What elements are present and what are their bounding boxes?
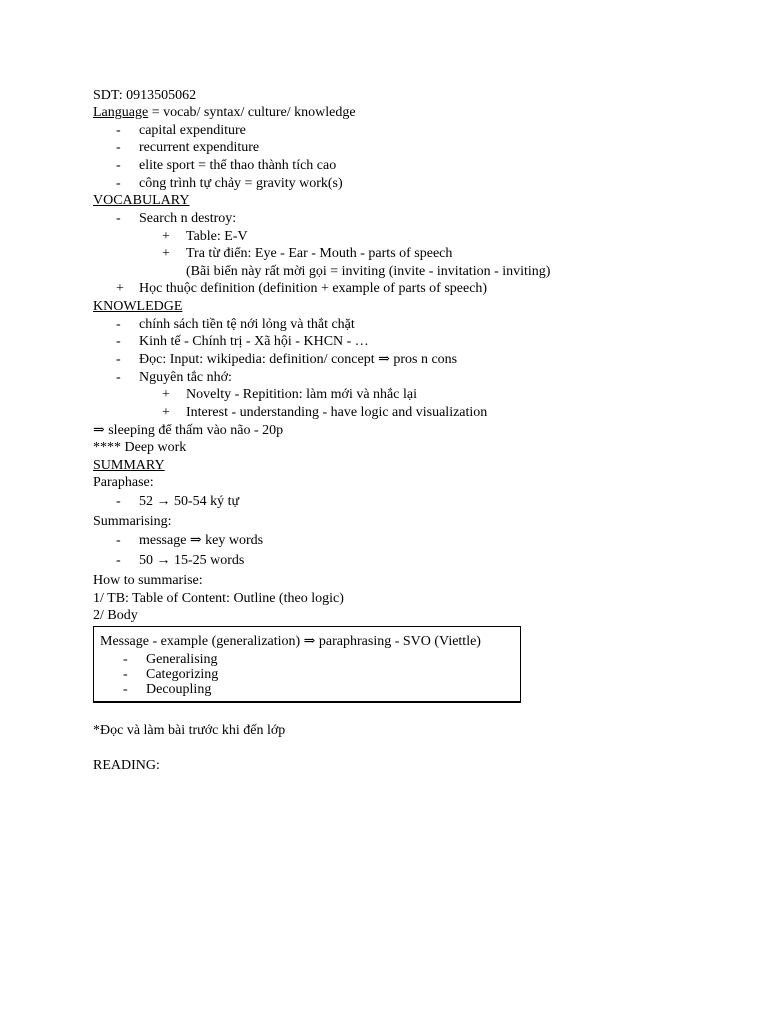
bullet-dash: - <box>116 352 121 367</box>
list-item: recurrent expenditure <box>139 140 260 155</box>
list-item: Table: E-V <box>186 229 248 244</box>
bullet-dash: - <box>123 652 128 667</box>
knowledge-heading: KNOWLEDGE <box>93 299 183 314</box>
body-line: 2/ Body <box>93 608 138 623</box>
list-item: công trình tự chảy = gravity work(s) <box>139 176 343 191</box>
bullet-dash: - <box>116 211 121 226</box>
reading-heading: READING: <box>93 758 160 773</box>
summarising-label: Summarising: <box>93 514 172 529</box>
bullet-dash: - <box>116 317 121 332</box>
list-item: Search n destroy: <box>139 211 237 226</box>
bullet-plus: + <box>162 246 170 261</box>
list-item: Generalising <box>146 652 218 667</box>
list-item: Kinh tế - Chính trị - Xã hội - KHCN - … <box>139 334 369 349</box>
bullet-dash: - <box>116 123 121 138</box>
list-item: Nguyên tắc nhớ: <box>139 370 232 385</box>
table-of-content-line: 1/ TB: Table of Content: Outline (theo logic) <box>93 591 344 606</box>
list-item: Đọc: Input: wikipedia: definition/ concept ⇒ pros n cons <box>139 352 458 367</box>
bullet-dash: - <box>116 494 121 509</box>
language-line <box>93 104 356 121</box>
list-item: message ⇒ key words <box>139 533 264 548</box>
deep-work-note: **** Deep work <box>93 440 187 455</box>
bullet-dash: - <box>116 553 121 568</box>
bullet-plus: + <box>116 281 124 296</box>
box-title: Message - example (generalization) ⇒ paraphrasing - SVO (Viettle) <box>100 634 481 649</box>
list-item: Decoupling <box>146 682 212 697</box>
bullet-plus: + <box>162 405 170 420</box>
bullet-dash: - <box>116 370 121 385</box>
bullet-dash: - <box>116 176 121 191</box>
list-item: Interest - understanding - have logic and visualization <box>186 405 488 420</box>
bullet-dash: - <box>123 682 128 697</box>
language-label: Language <box>93 105 149 120</box>
vocab-note: (Bãi biển này rất mời gọi = inviting (invite - invitation - inviting) <box>186 264 551 279</box>
bullet-plus: + <box>162 229 170 244</box>
list-item: Novelty - Repitition: làm mới và nhắc lại <box>186 387 417 402</box>
list-item: 52 → 50-54 ký tự <box>139 494 240 509</box>
list-item: elite sport = thể thao thành tích cao <box>139 158 337 173</box>
phone-number: SDT: 0913505062 <box>93 88 197 103</box>
bullet-dash: - <box>116 140 121 155</box>
bullet-dash: - <box>116 533 121 548</box>
bullet-dash: - <box>116 334 121 349</box>
list-item: Học thuộc definition (definition + example of parts of speech) <box>139 281 488 296</box>
bullet-plus: + <box>162 387 170 402</box>
list-item: chính sách tiền tệ nới lỏng và thắt chặt <box>139 317 355 332</box>
bullet-dash: - <box>116 158 121 173</box>
list-item: Tra từ điển: Eye - Ear - Mouth - parts of speech <box>186 246 453 261</box>
how-to-summarise: How to summarise: <box>93 573 203 588</box>
bullet-dash: - <box>123 667 128 682</box>
sleeping-note: ⇒ sleeping để thấm vào não - 20p <box>93 423 284 438</box>
language-definition: = vocab/ syntax/ culture/ knowledge <box>148 105 356 120</box>
list-item: Categorizing <box>146 667 219 682</box>
summary-heading: SUMMARY <box>93 458 165 473</box>
paraphase-label: Paraphase: <box>93 475 154 490</box>
vocabulary-heading: VOCABULARY <box>93 193 190 208</box>
list-item: capital expenditure <box>139 123 246 138</box>
doc-note: *Đọc và làm bài trước khi đến lớp <box>93 723 286 738</box>
list-item: 50 → 15-25 words <box>139 553 245 568</box>
